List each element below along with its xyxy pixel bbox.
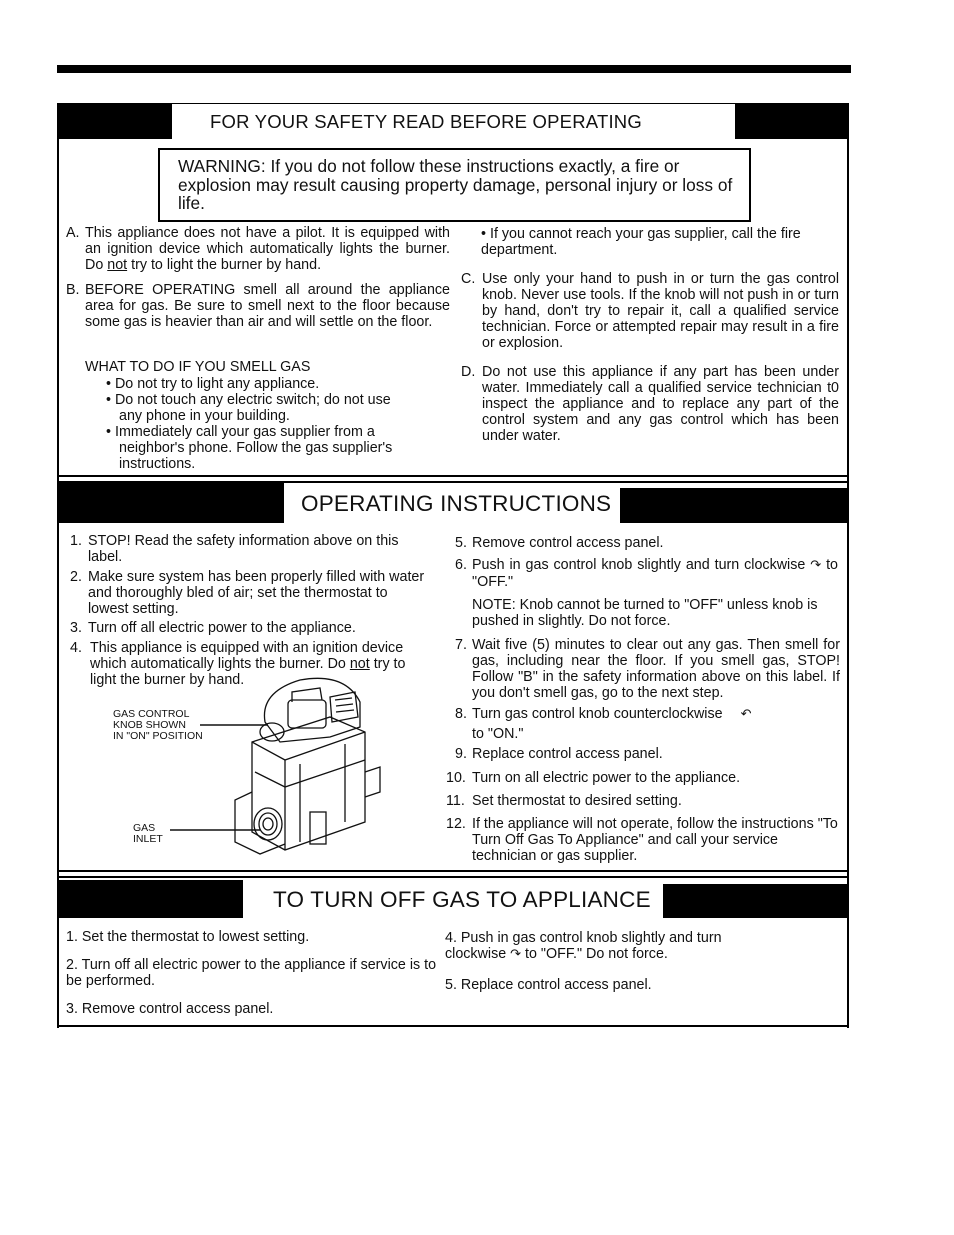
smell-bullet-3-cont: neighbor's phone. Follow the gas supplier's	[119, 440, 393, 456]
turnoff-step-2: 2. Turn off all electric power to the appliance if service is to be performed.	[66, 957, 437, 989]
gas-valve-illustration	[160, 672, 400, 862]
smell-bullet-2: • Do not touch any electric switch; do not use	[106, 392, 391, 408]
op-step-5: Remove control access panel.	[472, 535, 664, 551]
item-d-label: D.	[461, 364, 476, 380]
turnoff-step-1: 1. Set the thermostat to lowest setting.	[66, 929, 310, 945]
operating-title: OPERATING INSTRUCTIONS	[301, 491, 612, 516]
op-step-11: Set thermostat to desired setting.	[472, 793, 682, 809]
safety-title: FOR YOUR SAFETY READ BEFORE OPERATING	[210, 111, 642, 132]
bottom-rule	[57, 1025, 849, 1027]
operating-rule	[57, 475, 849, 477]
item-c-text: Use only your hand to push in or turn the gas control knob. Never use tools. If the knob will not push in or turn by hand, don't try to repair it, call a qualified service technician. Force or attempted repair may result in a fire or explosion.	[482, 271, 839, 351]
warning-text: WARNING: If you do not follow these instructions exactly, a fire or explosion may result causing property damage, personal injury or loss of life.	[178, 156, 733, 213]
smell-heading: WHAT TO DO IF YOU SMELL GAS	[85, 359, 311, 375]
op-step-12-num: 12.	[446, 816, 466, 832]
op-step-1-num: 1.	[70, 533, 82, 549]
item-b-label: B.	[66, 282, 80, 298]
op-step-8-cont: to "ON."	[472, 726, 524, 742]
op-step-6-num: 6.	[455, 557, 467, 573]
label-knob-3: IN "ON" POSITION	[113, 730, 203, 742]
smell-bullet-3: • Immediately call your gas supplier from a	[106, 424, 375, 440]
operating-black-block-right	[620, 488, 849, 523]
header-black-block-right	[735, 103, 849, 139]
op-step-9: Replace control access panel.	[472, 746, 663, 762]
turnoff-step-4: 4. Push in gas control knob slightly and turn clockwise ↷ to "OFF." Do not force.	[445, 930, 722, 962]
smell-bullet-2-cont: any phone in your building.	[119, 408, 290, 424]
turnoff-rule-2	[57, 876, 849, 878]
top-rule	[57, 65, 851, 73]
op-step-7: Wait five (5) minutes to clear out any gas. Then smell for gas, including near the floor. If you smell gas, STOP! Follow "B" in the safety information above on this label. If you don't smell gas, go to the next step.	[472, 637, 840, 701]
label-knob-2: KNOB SHOWN	[113, 719, 186, 731]
turnoff-rule	[57, 870, 849, 872]
op-step-2-num: 2.	[70, 569, 82, 585]
label-inlet-1: GAS	[133, 822, 156, 834]
op-step-5-num: 5.	[455, 535, 467, 551]
counterclockwise-arrow-icon: ↶	[740, 707, 752, 722]
item-c-label: C.	[461, 271, 476, 287]
op-step-4: This appliance is equipped with an ignition device which automatically lights the burner. Do not try to light the burner by hand.	[90, 640, 406, 688]
op-step-10: Turn on all electric power to the appliance.	[472, 770, 741, 786]
smell-bullet-3-cont2: instructions.	[119, 456, 196, 472]
turnoff-step-3: 3. Remove control access panel.	[66, 1001, 274, 1017]
item-a-text: This appliance does not have a pilot. It is equipped with an ignition device which automatically lights the burner. Do not try to light the burner by hand.	[85, 225, 450, 273]
safety-top-border	[57, 103, 849, 104]
op-step-10-num: 10.	[446, 770, 466, 786]
label-knob-1: GAS CONTROL	[113, 708, 190, 720]
op-step-8-num: 8.	[455, 706, 467, 722]
op-step-3-num: 3.	[70, 620, 82, 636]
op-step-7-num: 7.	[455, 637, 467, 653]
op-step-4-num: 4.	[70, 640, 82, 656]
turnoff-title: TO TURN OFF GAS TO APPLIANCE	[273, 887, 651, 912]
smell-bullet-1: • Do not try to light any appliance.	[106, 376, 320, 392]
clockwise-arrow-icon: ↷	[810, 558, 822, 573]
op-step-8: Turn gas control knob counterclockwise ↶	[472, 706, 752, 722]
op-step-1: STOP! Read the safety information above on this label.	[88, 533, 399, 565]
op-step-3: Turn off all electric power to the appliance.	[88, 620, 356, 636]
item-a-label: A.	[66, 225, 80, 241]
operating-black-block-left	[57, 483, 284, 523]
op-note: NOTE: Knob cannot be turned to "OFF" unless knob is pushed in slightly. Do not force.	[472, 597, 818, 629]
header-black-block-left	[57, 103, 172, 139]
item-b-text: BEFORE OPERATING smell all around the appliance area for gas. Be sure to smell next to the floor because some gas is heavier than air and will settle on the floor.	[85, 282, 450, 330]
turnoff-black-block-left	[57, 880, 243, 918]
op-step-6: Push in gas control knob slightly and turn clockwise ↷ to "OFF."	[472, 557, 838, 590]
op-step-2: Make sure system has been properly filled with water and thoroughly bled of air; set the thermostat to lowest setting.	[88, 569, 425, 617]
turnoff-step-5: 5. Replace control access panel.	[445, 977, 652, 993]
smell-bullet-4: • If you cannot reach your gas supplier, call the fire department.	[481, 226, 801, 258]
op-step-9-num: 9.	[455, 746, 467, 762]
op-step-11-num: 11.	[446, 793, 465, 809]
clockwise-arrow-icon: ↷	[510, 947, 522, 962]
label-inlet-2: INLET	[133, 833, 163, 845]
item-d-text: Do not use this appliance if any part has been under water. Immediately call a qualified service technician t0 inspect the appliance and to replace any part of the control system and any gas control which has been under water.	[482, 364, 839, 444]
turnoff-black-block-right	[663, 884, 849, 918]
op-step-12: If the appliance will not operate, follow the instructions "To Turn Off Gas To Appliance" and call your service technician or gas supplier.	[472, 816, 838, 864]
